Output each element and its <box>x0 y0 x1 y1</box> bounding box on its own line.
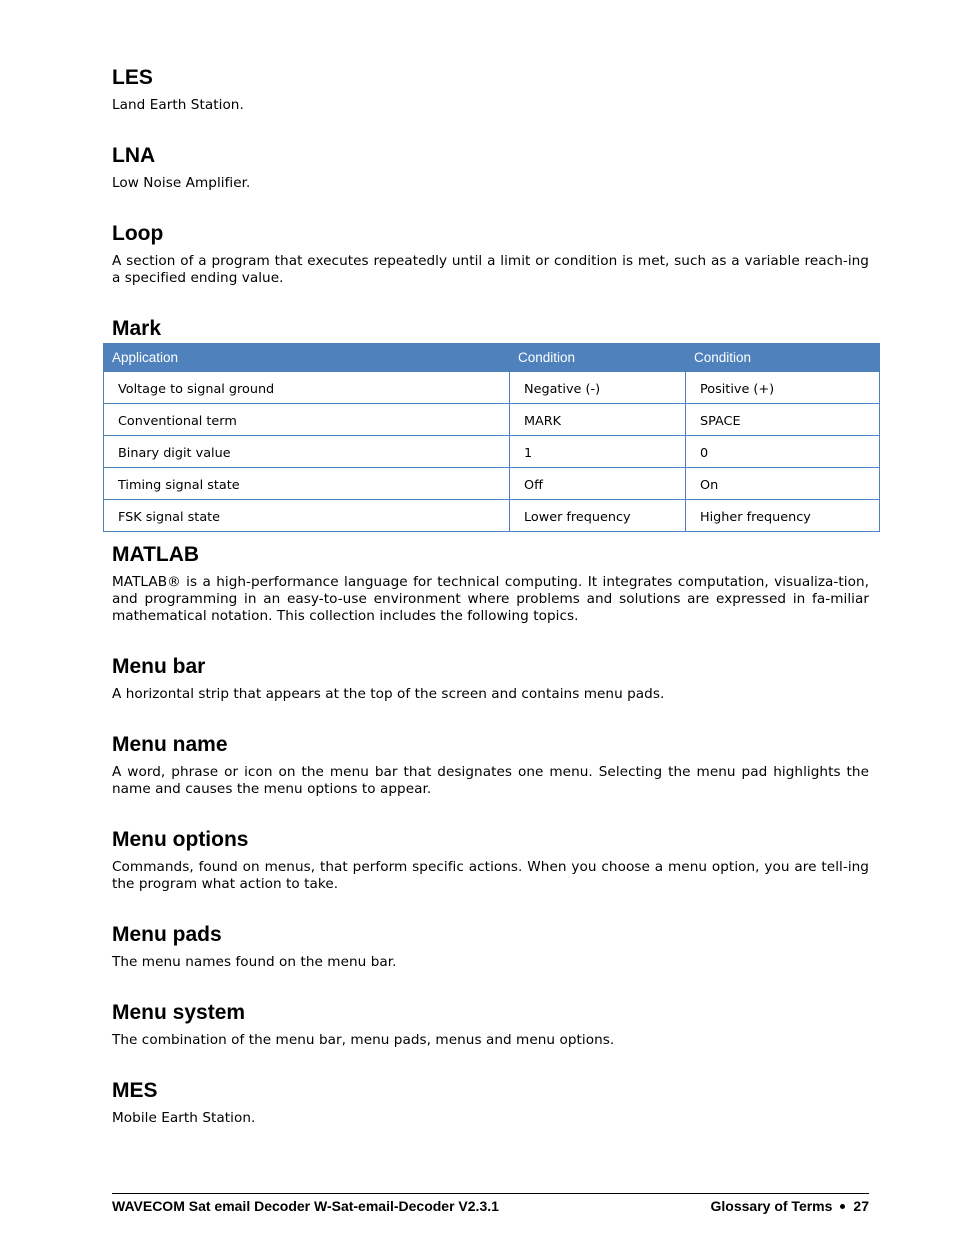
table-cell: Off <box>510 468 686 500</box>
table-cell: Negative (-) <box>510 372 686 404</box>
table-row <box>104 436 880 468</box>
table-cell: FSK signal state <box>104 500 510 532</box>
table-row <box>104 404 880 436</box>
term-title: Menu bar <box>112 655 206 678</box>
term-menu-options <box>112 828 869 893</box>
table-cell: Higher frequency <box>686 500 880 532</box>
footer-page-info <box>711 1198 869 1214</box>
term-menu-pads <box>112 923 869 971</box>
term-title: Menu system <box>112 1001 246 1024</box>
term-mark <box>112 317 869 341</box>
term-description: The combination of the menu bar, menu pads, menus and menu options. <box>112 1032 615 1048</box>
table-cell: Conventional term <box>104 404 510 436</box>
page-footer <box>112 1193 869 1214</box>
term-title: MATLAB <box>112 543 200 566</box>
term-description: Commands, found on menus, that perform specific actions. When you choose a menu option, you are tell-ing the program what action to take. <box>112 859 869 892</box>
table-row <box>104 372 880 404</box>
term-title: LES <box>112 66 153 89</box>
term-description: Mobile Earth Station. <box>112 1110 256 1126</box>
term-description: The menu names found on the menu bar. <box>112 954 397 970</box>
table-row <box>104 468 880 500</box>
term-title: Menu options <box>112 828 249 851</box>
table-cell: SPACE <box>686 404 880 436</box>
term-description: Land Earth Station. <box>112 97 244 113</box>
table-cell: 0 <box>686 436 880 468</box>
term-title: Loop <box>112 222 164 245</box>
mark-table <box>103 343 880 532</box>
term-title: Mark <box>112 317 162 340</box>
footer-page-number: 27 <box>853 1198 869 1214</box>
term-menu-bar <box>112 655 869 703</box>
term-description: Low Noise Amplifier. <box>112 175 251 191</box>
term-menu-name <box>112 733 869 798</box>
term-les <box>112 66 869 114</box>
column-header-condition: Condition <box>686 344 880 372</box>
footer-product-title: WAVECOM Sat email Decoder W-Sat-email-Decoder V2.3.1 <box>112 1198 499 1214</box>
term-loop <box>112 222 869 287</box>
column-header-application: Application <box>104 344 510 372</box>
term-menu-system <box>112 1001 869 1049</box>
table-cell: Lower frequency <box>510 500 686 532</box>
term-description: A horizontal strip that appears at the top of the screen and contains menu pads. <box>112 686 665 702</box>
footer-section-name: Glossary of Terms <box>710 1198 833 1214</box>
term-lna <box>112 144 869 192</box>
table-row <box>104 500 880 532</box>
term-title: Menu pads <box>112 923 222 946</box>
term-matlab <box>112 543 869 625</box>
bullet-icon <box>840 1204 845 1209</box>
table-cell: Timing signal state <box>104 468 510 500</box>
table-cell: Voltage to signal ground <box>104 372 510 404</box>
table-cell: 1 <box>510 436 686 468</box>
table-cell: Positive (+) <box>686 372 880 404</box>
table-cell: Binary digit value <box>104 436 510 468</box>
term-description: A word, phrase or icon on the menu bar that designates one menu. Selecting the menu pad highlights the name and causes the menu options to appear. <box>112 764 869 797</box>
term-description: A section of a program that executes repeatedly until a limit or condition is met, such as a variable reach-ing a specified ending value. <box>112 253 869 286</box>
mark-table-container <box>103 343 879 532</box>
table-cell: On <box>686 468 880 500</box>
term-title: LNA <box>112 144 156 167</box>
term-mes <box>112 1079 869 1127</box>
table-header-row <box>104 344 880 372</box>
term-title: Menu name <box>112 733 228 756</box>
term-description: MATLAB® is a high-performance language for technical computing. It integrates computation, visualiza-tion, and programming in an easy-to-use environment where problems and solutions are expressed in fa-miliar mathematical notation. This collection includes the following topics. <box>112 574 869 624</box>
table-cell: MARK <box>510 404 686 436</box>
column-header-condition: Condition <box>510 344 686 372</box>
term-title: MES <box>112 1079 158 1102</box>
